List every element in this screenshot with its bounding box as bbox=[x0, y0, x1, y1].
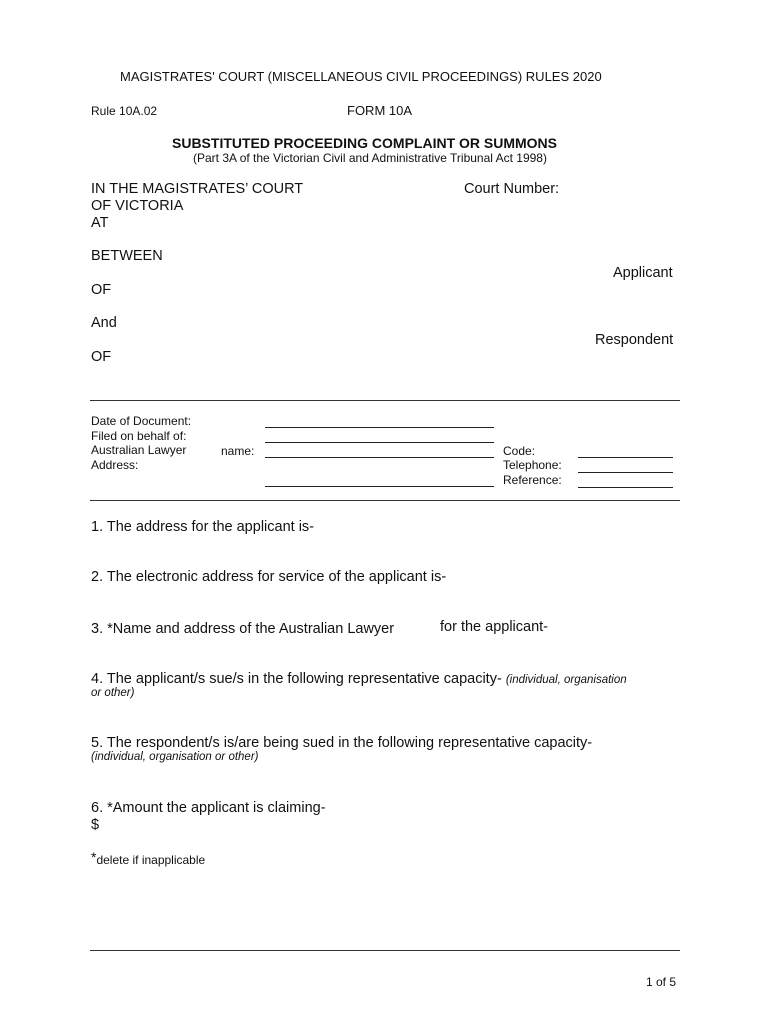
of-label-1: OF bbox=[91, 282, 112, 298]
item-1-applicant-address: 1. The address for the applicant is- bbox=[91, 519, 314, 535]
address-label: Address: bbox=[91, 458, 139, 472]
item-4-applicant-capacity bbox=[91, 671, 627, 687]
rules-title: MAGISTRATES' COURT (MISCELLANEOUS CIVIL PROCEEDINGS) RULES 2020 bbox=[120, 69, 602, 84]
item-4-note-continued: or other) bbox=[91, 687, 135, 699]
telephone-field[interactable] bbox=[578, 472, 673, 473]
reference-label: Reference: bbox=[503, 473, 562, 487]
delete-note-star: * bbox=[91, 849, 97, 865]
filed-on-behalf-field[interactable] bbox=[265, 442, 494, 443]
date-of-document-field[interactable] bbox=[265, 427, 494, 428]
respondent-label: Respondent bbox=[595, 332, 674, 348]
australian-lawyer-label: Australian Lawyer bbox=[91, 443, 187, 457]
footer-divider bbox=[90, 950, 680, 951]
filed-on-behalf-label: Filed on behalf of: bbox=[91, 429, 187, 443]
address-field[interactable] bbox=[265, 486, 494, 487]
code-field[interactable] bbox=[578, 457, 673, 458]
section-divider-bottom bbox=[90, 500, 680, 501]
item-3-for-applicant: for the applicant- bbox=[440, 619, 549, 635]
code-label: Code: bbox=[503, 444, 536, 458]
rule-reference: Rule 10A.02 bbox=[91, 104, 158, 118]
form-title: SUBSTITUTED PROCEEDING COMPLAINT OR SUMMONS bbox=[172, 135, 558, 151]
court-line-1: IN THE MAGISTRATES’ COURT bbox=[91, 181, 304, 197]
item-6-amount-claimed: 6. *Amount the applicant is claiming- bbox=[91, 800, 326, 816]
of-label-2: OF bbox=[91, 349, 112, 365]
between-label: BETWEEN bbox=[91, 248, 163, 264]
page-number: 1 of 5 bbox=[646, 975, 677, 989]
court-number-label: Court Number: bbox=[464, 181, 560, 197]
form-subtitle: (Part 3A of the Victorian Civil and Administrative Tribunal Act 1998) bbox=[193, 151, 547, 165]
applicant-label: Applicant bbox=[613, 265, 673, 281]
and-label: And bbox=[91, 315, 117, 331]
item-2-electronic-address: 2. The electronic address for service of the applicant is- bbox=[91, 569, 447, 585]
item-5-respondent-capacity: 5. The respondent/s is/are being sued in the following representative capacity- bbox=[91, 735, 593, 751]
lawyer-name-field[interactable] bbox=[265, 457, 494, 458]
court-line-2: OF VICTORIA bbox=[91, 198, 184, 214]
item-4-note: (individual, organisation bbox=[505, 674, 627, 686]
delete-note-text: delete if inapplicable bbox=[96, 853, 206, 867]
lawyer-name-label: name: bbox=[221, 444, 255, 458]
telephone-label: Telephone: bbox=[503, 458, 562, 472]
item-3-lawyer-name-address: 3. *Name and address of the Australian Lawyer bbox=[91, 621, 395, 637]
form-reference: FORM 10A bbox=[347, 103, 413, 118]
delete-note bbox=[91, 849, 205, 867]
item-5-note: (individual, organisation or other) bbox=[91, 751, 259, 763]
date-of-document-label: Date of Document: bbox=[91, 414, 192, 428]
item-6-currency: $ bbox=[91, 817, 100, 833]
section-divider-top bbox=[90, 400, 680, 401]
court-line-3: AT bbox=[91, 215, 109, 231]
item-4-text: 4. The applicant/s sue/s in the following representative capacity- bbox=[91, 671, 502, 687]
reference-field[interactable] bbox=[578, 487, 673, 488]
